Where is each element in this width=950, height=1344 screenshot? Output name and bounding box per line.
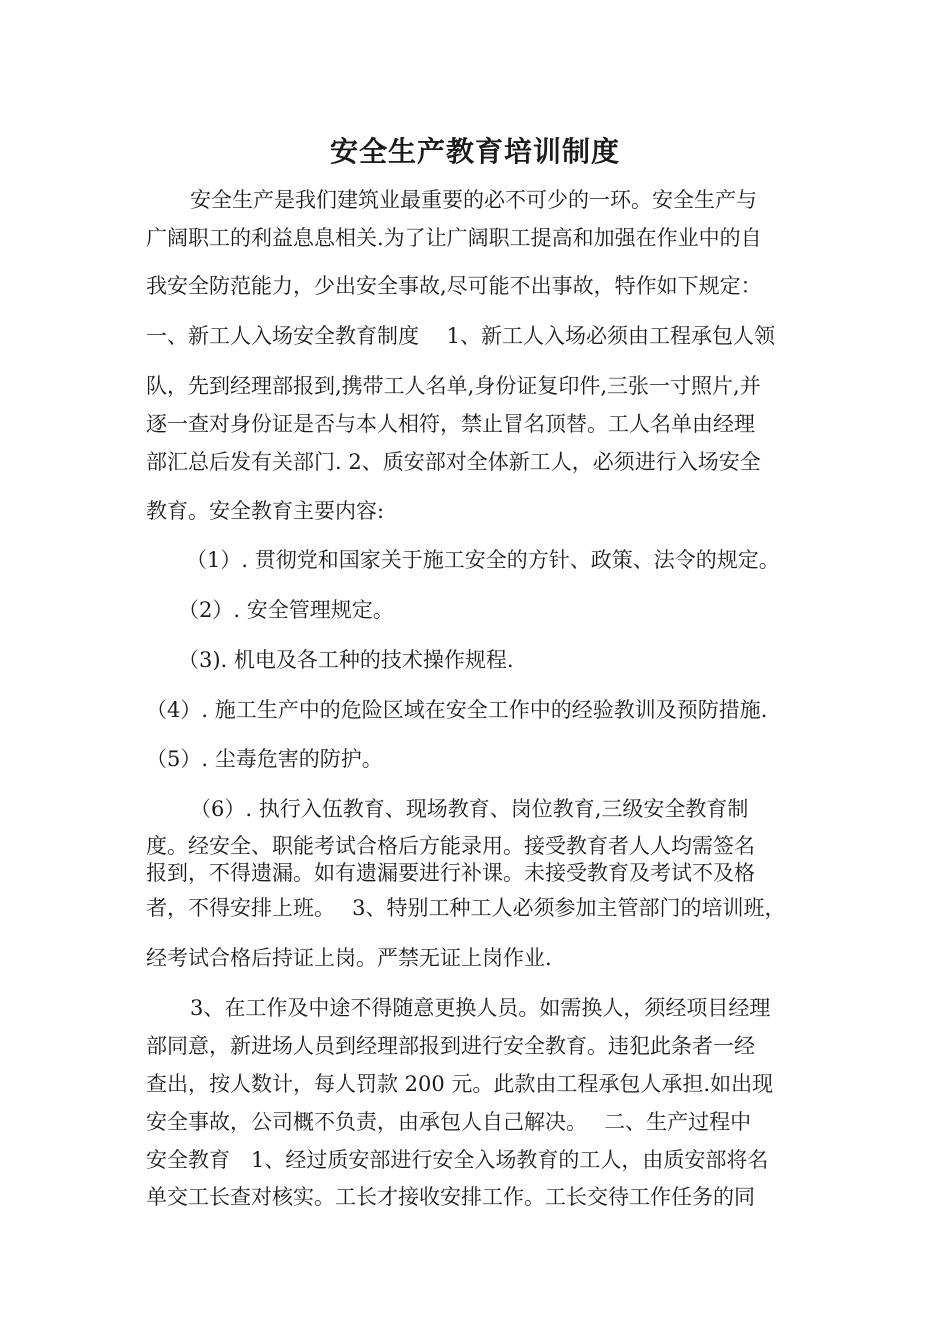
paragraph-line: 逐一查对身份证是否与本人相符，禁止冒名顶替。工人名单由经理 <box>146 412 755 436</box>
paragraph-line: 者，不得安排上班。 3、特别工种工人必须参加主管部门的培训班， <box>146 896 786 920</box>
list-item-line: （1）. 贯彻党和国家关于施工安全的方针、政策、法令的规定。 <box>186 548 780 572</box>
list-item-line: （6）. 执行入伍教育、现场教育、岗位教育,三级安全教育制 <box>190 797 749 821</box>
paragraph-line: 队，先到经理部报到,携带工人名单,身份证复印件,三张一寸照片,并 <box>146 374 761 398</box>
paragraph-line: 我安全防范能力，少出安全事故,尽可能不出事故，特作如下规定： <box>146 274 762 298</box>
paragraph-line: 一、新工人入场安全教育制度 1、新工人入场必须由工程承包人领 <box>146 324 776 348</box>
list-item-line: （4）. 施工生产中的危险区域在安全工作中的经验教训及预防措施. <box>146 698 768 722</box>
list-item-line: （3). 机电及各工种的技术操作规程. <box>178 648 514 672</box>
paragraph-line: 单交工长查对核实。工长才接收安排工作。工长交待工作任务的同 <box>146 1185 755 1209</box>
list-item-line: （2）. 安全管理规定。 <box>178 598 394 622</box>
paragraph-line: 度。经安全、职能考试合格后方能录用。接受教育者人人均需签名 <box>146 834 755 858</box>
paragraph-line: 部汇总后发有关部门. 2、质安部对全体新工人，必须进行入场安全 <box>146 450 761 474</box>
list-item-line: （5）. 尘毒危害的防护。 <box>146 747 383 771</box>
paragraph-line: 查出，按人数计，每人罚款 200 元。此款由工程承包人承担.如出现 <box>146 1072 774 1096</box>
paragraph-line: 报到，不得遗漏。如有遗漏要进行补课。未接受教育及考试不及格 <box>146 861 755 885</box>
paragraph-line: 3、在工作及中途不得随意更换人员。如需换人，须经项目经理 <box>190 996 771 1020</box>
document-title: 安全生产教育培训制度 <box>329 135 620 168</box>
paragraph-line: 部同意，新进场人员到经理部报到进行安全教育。违犯此条者一经 <box>146 1034 755 1058</box>
paragraph-line: 安全教育 1、经过质安部进行安全入场教育的工人，由质安部将名 <box>146 1148 769 1172</box>
paragraph-line: 经考试合格后持证上岗。严禁无证上岗作业. <box>146 946 552 970</box>
paragraph-line: 安全事故，公司概不负责，由承包人自己解决。 二、生产过程中 <box>146 1110 752 1134</box>
paragraph-line: 安全生产是我们建筑业最重要的必不可少的一环。安全生产与 <box>190 188 757 212</box>
paragraph-line: 教育。安全教育主要内容: <box>146 499 385 523</box>
paragraph-line: 广阔职工的利益息息相关.为了让广阔职工提高和加强在作业中的自 <box>146 226 762 250</box>
